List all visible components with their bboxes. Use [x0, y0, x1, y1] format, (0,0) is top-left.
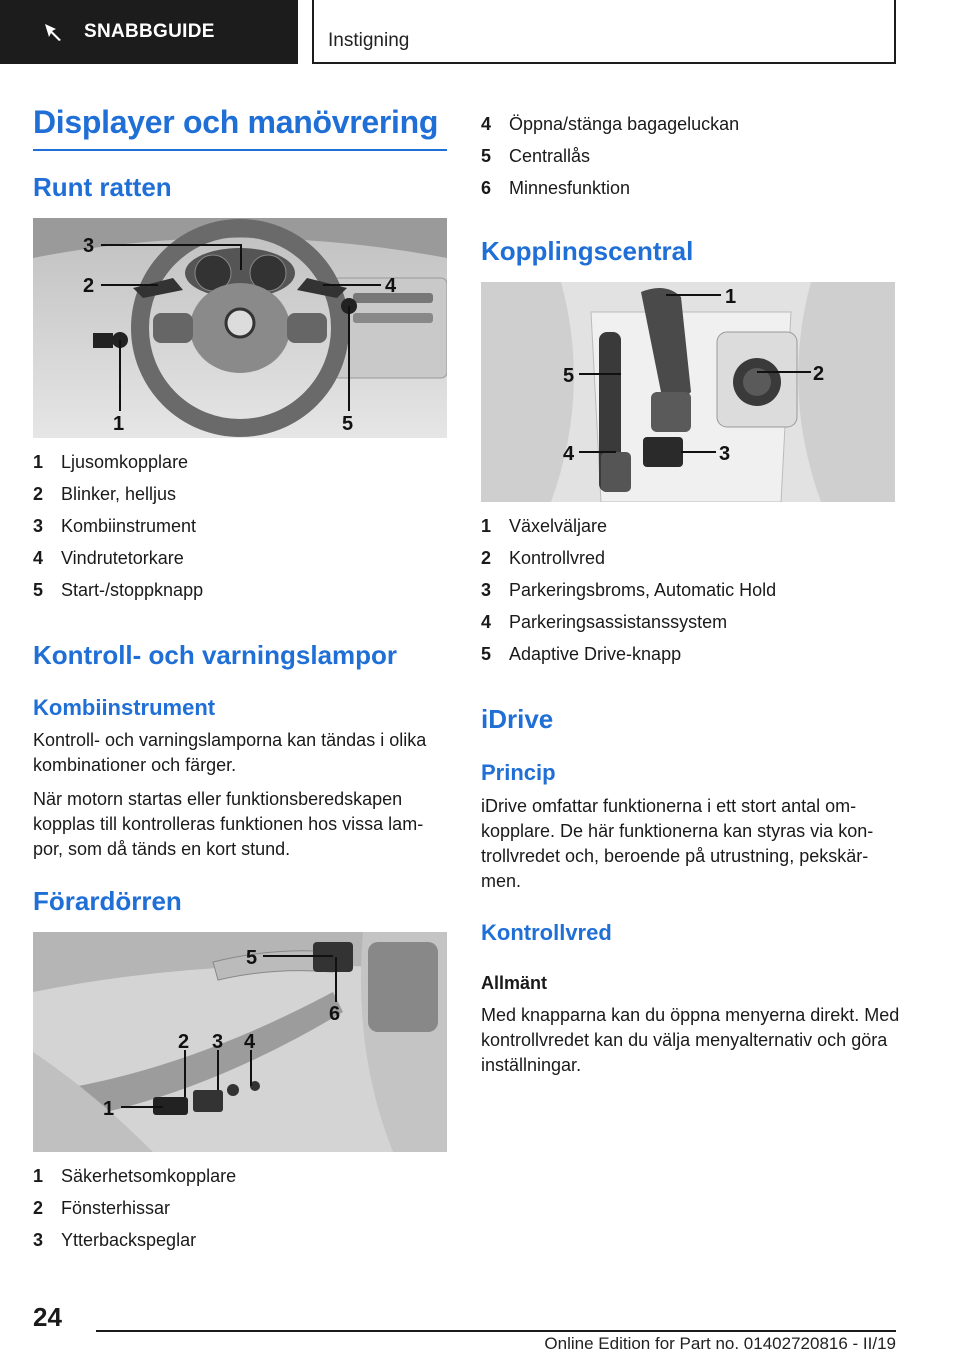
list-item: 1 Växelväljare: [481, 515, 608, 536]
page-number: 24: [33, 1302, 62, 1332]
door-callout-5: 5: [246, 947, 258, 969]
list-item: 3 Parkeringsbroms, Automatic Hold: [481, 579, 777, 600]
steering-callout-4: 4: [385, 275, 397, 297]
door-legend-part1: [33, 1160, 236, 1256]
idrive-subheading: Princip: [481, 760, 556, 785]
section-header: [312, 0, 896, 64]
lamps-paragraph-2: När motorn startas eller funktionsberedskapen kopplas till kontrolleras funktionen hos vissa lam-por, som då tänds en kort stund.: [33, 789, 424, 859]
controller-heading: Kontrollvred: [481, 920, 612, 945]
console-callout-2: 2: [813, 363, 825, 385]
idrive-paragraph: iDrive omfattar funktionerna i ett stort antal om-kopplare. De här funktionerna kan styras via kon-trollvredet och, beroende på utrustning, pekskär-men.: [481, 796, 874, 891]
list-item: 3 Kombiinstrument: [33, 515, 197, 536]
list-item: 2 Fönsterhissar: [33, 1197, 171, 1218]
door-image: [33, 932, 447, 1152]
general-heading: Allmänt: [481, 973, 548, 993]
page-title: Displayer och manövrering: [33, 104, 447, 151]
door-callout-4: 4: [244, 1031, 256, 1053]
console-callout-5: 5: [563, 365, 575, 387]
list-item: 1 Ljusomkopplare: [33, 451, 189, 472]
console-heading: Kopplingscentral: [481, 236, 694, 266]
steering-wheel-image: [33, 218, 447, 438]
list-item: 5 Centrallås: [481, 145, 591, 166]
list-item: 1 Säkerhetsomkopplare: [33, 1165, 237, 1186]
list-item: 2 Kontrollvred: [481, 547, 606, 568]
quick-guide-icon: [42, 21, 64, 43]
idrive-heading: iDrive: [481, 704, 554, 734]
door-callout-3: 3: [212, 1031, 224, 1053]
list-item: 4 Parkeringsassistanssystem: [481, 611, 728, 632]
console-image: [481, 282, 895, 502]
console-legend: [481, 510, 776, 670]
console-callout-4: 4: [563, 443, 575, 465]
door-callout-6: 6: [329, 1003, 341, 1025]
console-callout-3: 3: [719, 443, 731, 465]
chapter-label: SNABBGUIDE: [84, 21, 215, 42]
edition-text: Online Edition for Part no. 01402720816 - II/19: [544, 1334, 896, 1353]
door-heading: Förardörren: [33, 886, 182, 916]
lamps-heading: Kontroll- och varningslampor: [33, 640, 398, 670]
door-callout-2: 2: [178, 1031, 190, 1053]
steering-callout-2: 2: [83, 275, 95, 297]
list-item: 5 Adaptive Drive-knapp: [481, 643, 682, 664]
steering-callout-5: 5: [342, 413, 354, 435]
list-item: 4 Öppna/stänga bagageluckan: [481, 113, 740, 134]
steering-callout-1: 1: [113, 413, 125, 435]
list-item: 3 Ytterbackspeglar: [33, 1229, 197, 1250]
list-item: 2 Blinker, helljus: [33, 483, 177, 504]
console-callout-1: 1: [725, 286, 737, 308]
chapter-tab[interactable]: [0, 0, 298, 64]
steering-legend: [33, 446, 203, 606]
door-legend-part2: [481, 108, 739, 204]
list-item: 6 Minnesfunktion: [481, 177, 631, 198]
footer-divider: [96, 1330, 896, 1332]
list-item: 5 Start-/stoppknapp: [33, 579, 204, 600]
lamps-paragraph-1: Kontroll- och varningslamporna kan tändas i olika kombinationer och färger.: [33, 730, 427, 775]
list-item: 4 Vindrutetorkare: [33, 547, 184, 568]
steering-callout-3: 3: [83, 235, 95, 257]
steering-heading: Runt ratten: [33, 172, 172, 202]
general-paragraph: Med knapparna kan du öppna menyerna direkt. Med kontrollvredet kan du välja menyalternativ och göra inställningar.: [481, 1005, 900, 1075]
lamps-subheading: Kombiinstrument: [33, 695, 216, 720]
door-callout-1: 1: [103, 1098, 115, 1120]
section-label: Instigning: [328, 30, 410, 51]
